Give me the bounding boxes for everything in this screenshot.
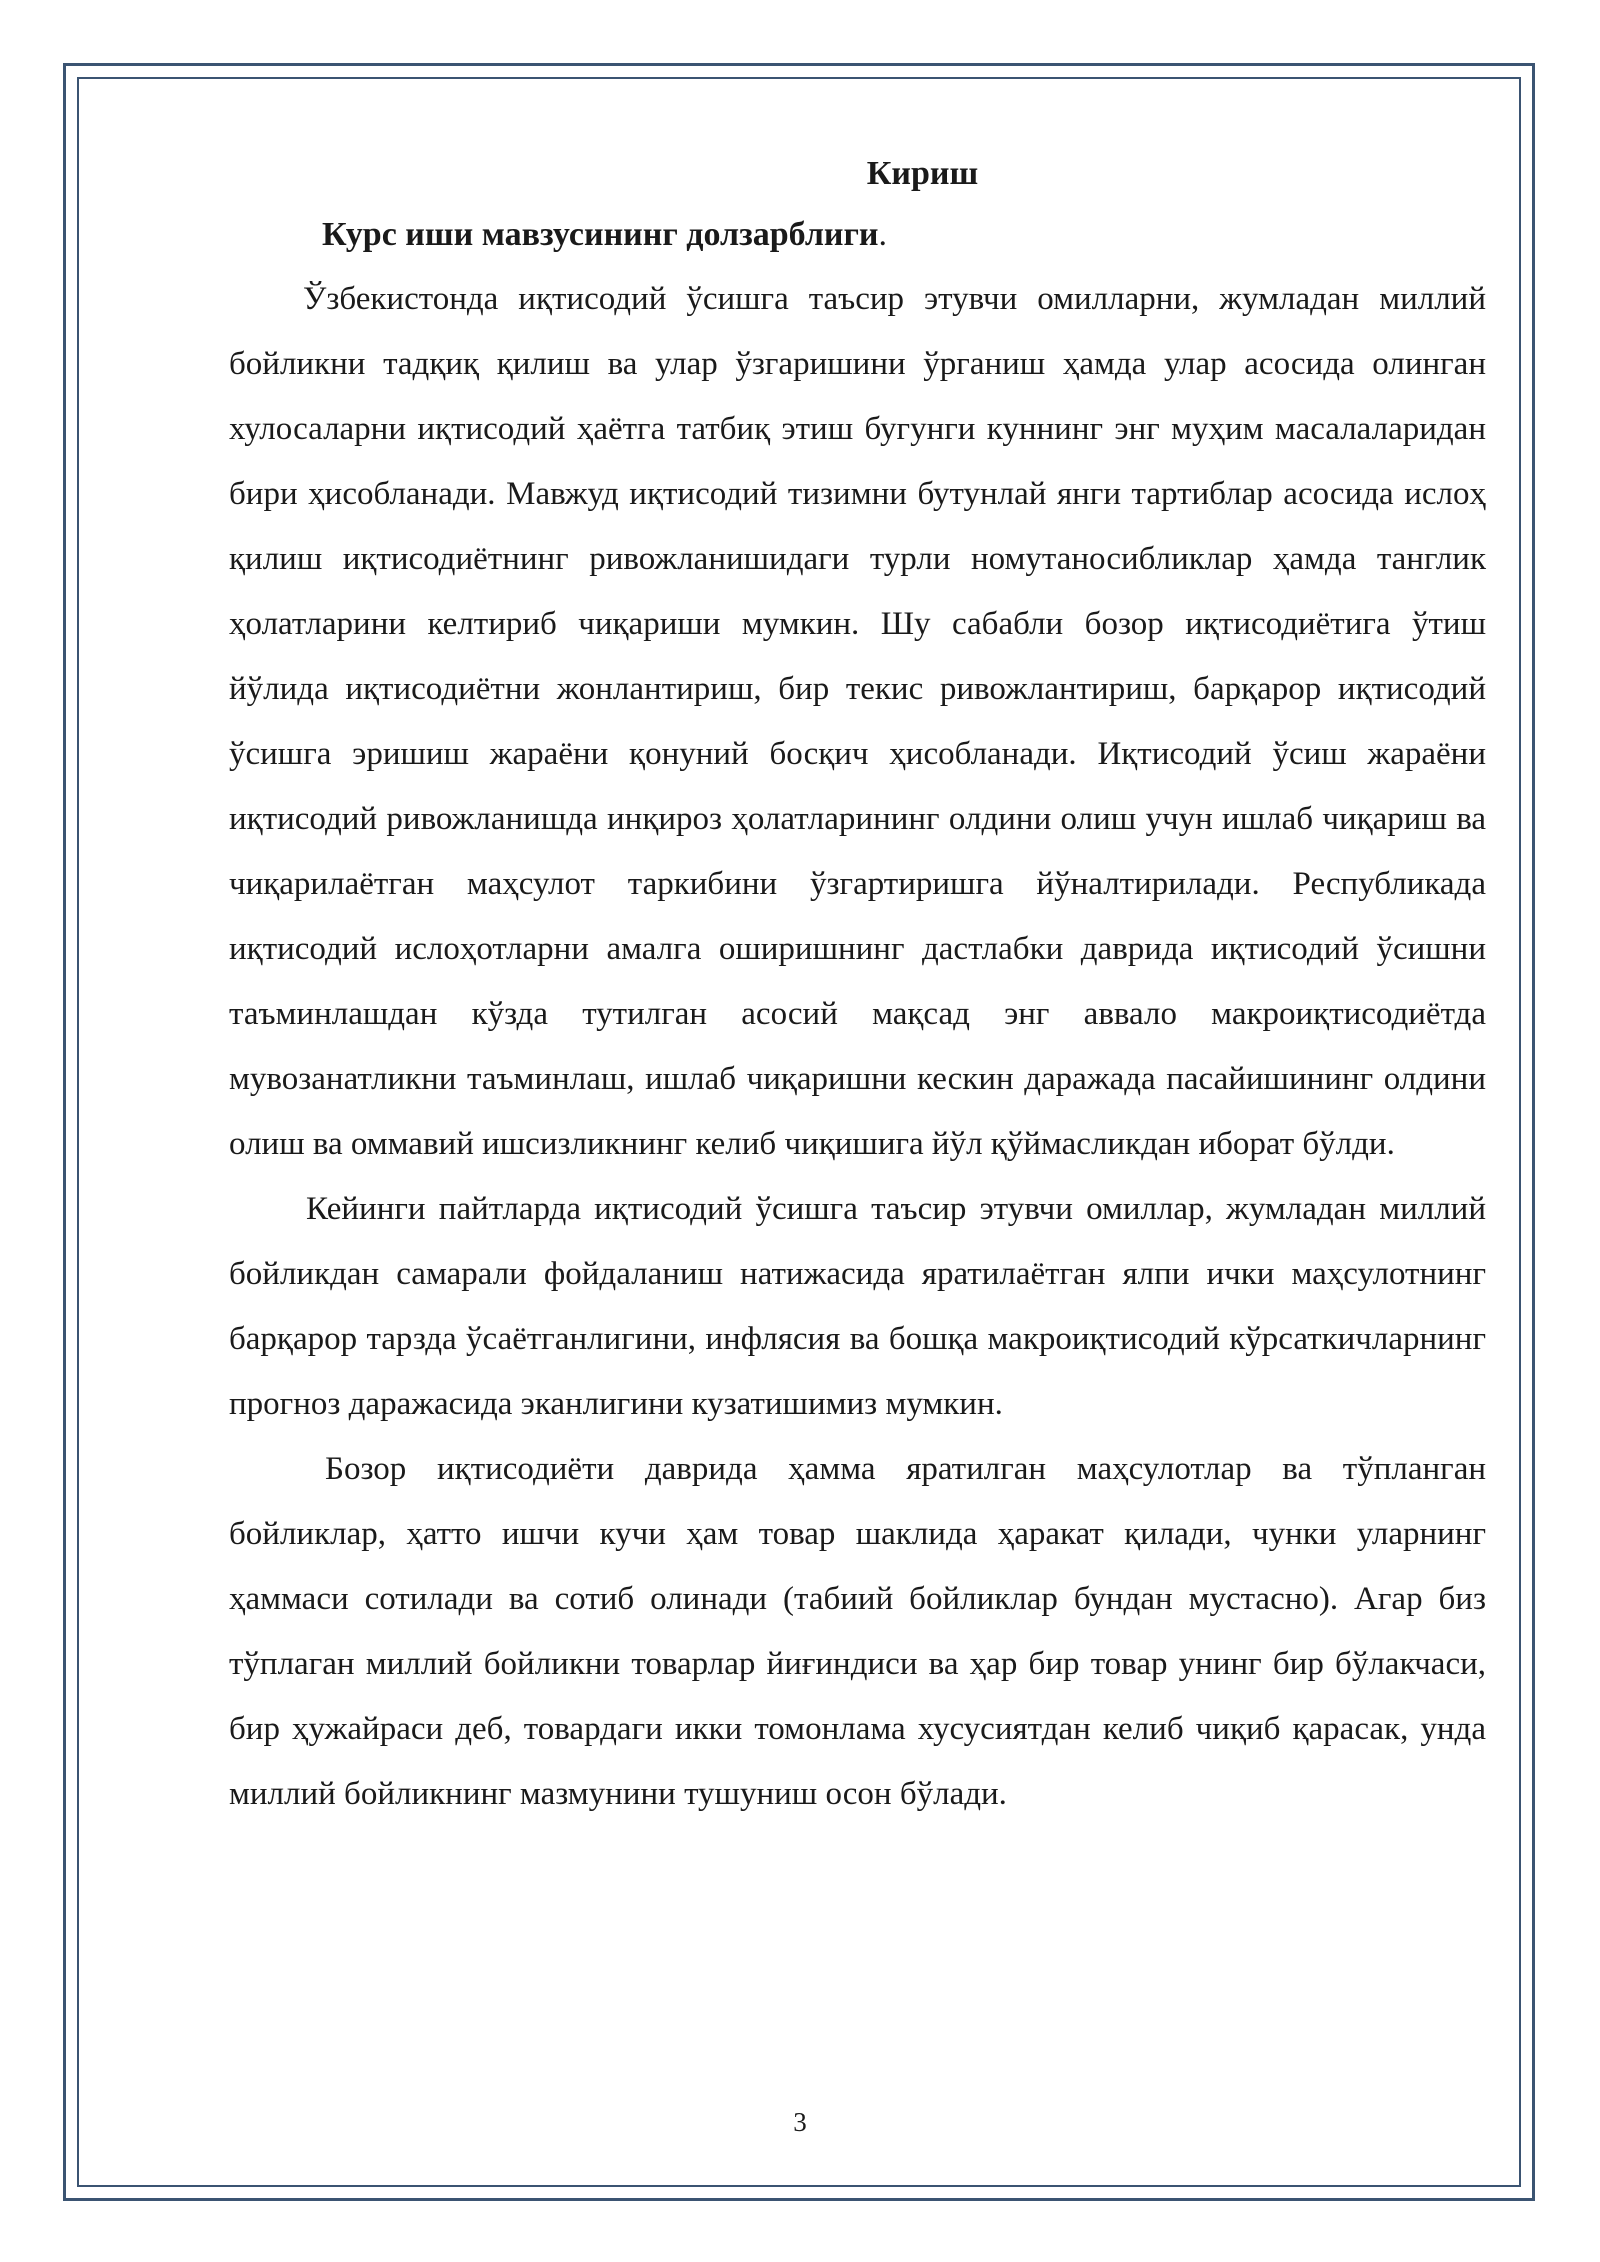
page-number: 3 <box>793 2107 807 2137</box>
subtitle-text: Курс иши мавзусининг долзарблиги <box>322 216 879 253</box>
section-title: Кириш <box>866 155 979 192</box>
section-subtitle <box>229 203 1486 267</box>
page-content <box>229 145 1486 1827</box>
subtitle-period: . <box>878 216 888 253</box>
paragraph-2: Кейинги пайтларда иқтисодий ўсишга таъсир этувчи омиллар, жумладан миллий бойликдан самарали фойдаланиш натижасида яратилаётган ялпи ички маҳсулотнинг барқарор тарзда ўсаётганлигини, инфлясия ва бошқа макроиқтисодий кўрсаткичларнинг прогноз даражасида эканлигини кузатишимиз мумкин. <box>229 1191 1486 1422</box>
paragraph-3: Бозор иқтисодиёти даврида ҳамма яратилган маҳсулотлар ва тўпланган бойликлар, ҳатто ишчи кучи ҳам товар шаклида ҳаракат қилади, чунки уларнинг ҳаммаси сотилади ва сотиб олинади (табиий бойликлар бундан мустасно). Агар биз тўплаган миллий бойликни товарлар йиғиндиси ва ҳар бир товар унинг бир бўлакчаси, бир ҳужайраси деб, товардаги икки томонлама хусусиятдан келиб чиқиб қарасак, унда миллий бойликнинг мазмунини тушуниш осон бўлади. <box>229 1451 1486 1812</box>
paragraph-1: Ўзбекистонда иқтисодий ўсишга таъсир этувчи омилларни, жумладан миллий бойликни тадқиқ қилиш ва улар ўзгаришини ўрганиш ҳамда улар асосида олинган хулосаларни иқтисодий ҳаётга татбиқ этиш бугунги куннинг энг муҳим масалаларидан бири ҳисобланади. Мавжуд иқтисодий тизимни бутунлай янги тартиблар асосида ислоҳ қилиш иқтисодиётнинг ривожланишидаги турли номутаносибликлар ҳамда танглик ҳолатларини келтириб чиқариши мумкин. Шу сабабли бозор иқтисодиётига ўтиш йўлида иқтисодиётни жонлантириш, бир текис ривожлантириш, барқарор иқтисодий ўсишга эришиш жараёни қонуний босқич ҳисобланади. Иқтисодий ўсиш жараёни иқтисодий ривожланишда инқироз ҳолатларининг олдини олиш учун ишлаб чиқариш ва чиқарилаётган маҳсулот таркибини ўзгартиришга йўналтирилади. Республикада иқтисодий ислоҳотларни амалга оширишнинг дастлабки даврида иқтисодий ўсишни таъминлашдан кўзда тутилган асосий мақсад энг аввало макроиқтисодиётда мувозанатликни таъминлаш, ишлаб чиқаришни кескин даражада пасайишининг олдини олиш ва оммавий ишсизликнинг келиб чиқишига йўл қўймасликдан иборат бўлди. <box>229 281 1486 1162</box>
